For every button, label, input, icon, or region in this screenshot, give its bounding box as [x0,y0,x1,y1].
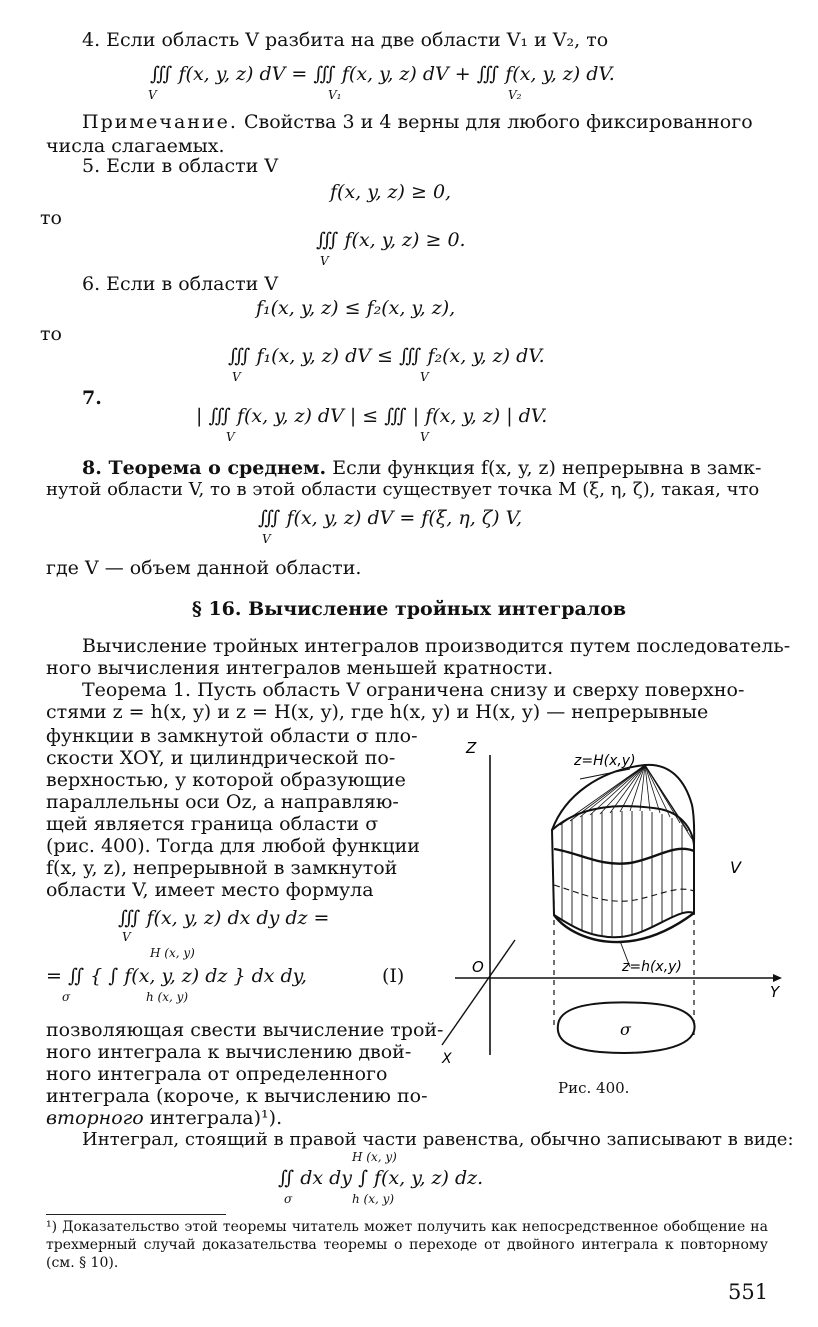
property-6-condition: f₁(x, y, z) ≤ f₂(x, y, z), [256,297,456,319]
formula-i-lower-limit: h (x, y) [146,990,189,1004]
theorem-1-line-1 [82,678,744,702]
note-label: Примечание. [82,111,238,133]
property-5-condition: f(x, y, z) ≥ 0, [330,181,452,203]
theorem-1-body-line: щей является граница области σ [46,813,379,835]
property-8-limit: V [262,532,271,546]
property-4-formula: ∭ f(x, y, z) dV = ∭ f(x, y, z) dV + ∭ f(x, y, z) dV. [150,63,615,85]
figure-label-top-surface: z=H(x,y) [574,753,636,769]
note-line-2: числа слагаемых. [46,135,225,157]
property-8-where: где V — объем данной области. [46,557,362,579]
theorem-1-lead: Теорема 1. [82,679,192,701]
property-5-formula: ∭ f(x, y, z) ≥ 0. [316,229,466,251]
formula-i-upper-limit: H (x, y) [150,946,195,960]
theorem-1-body-line: скости XOY, и цилиндрической по- [46,747,396,769]
property-5-to: то [40,207,62,229]
property-6-to: то [40,323,62,345]
footnote: ¹) Доказательство этой теоремы читатель может получить как непосредственное обобщение на трехмерный случай доказательства теоремы о переходе от двойного интеграла к повторному (см. § 10). [46,1219,768,1271]
theorem-1-body-line: f(x, y, z), непрерывной в замкнутой [46,857,398,879]
intro-line-2: ного вычисления интегралов меньшей кратности. [46,657,554,679]
figure-label-o: O [472,958,484,976]
property-6-limit-2: V [420,370,429,384]
figure-caption: Рис. 400. [558,1079,630,1097]
theorem-1-after-italic: вторного [46,1107,144,1129]
property-7-formula: | ∭ f(x, y, z) dV | ≤ ∭ | f(x, y, z) | dV. [196,405,548,427]
property-7-number: 7. [82,387,102,409]
property-4-limit-v2: V₂ [508,88,522,102]
property-7-limit-1: V [226,430,235,444]
theorem-1-after-line: интеграла (короче, к вычислению по- [46,1085,428,1107]
intro-line-1: Вычисление тройных интегралов производится путем последователь- [82,635,791,657]
property-8-formula: ∭ f(x, y, z) dV = f(ξ, η, ζ) V, [258,507,523,529]
property-8-lead: 8. Теорема о среднем. [82,457,327,479]
property-7-limit-2: V [420,430,429,444]
formula-i-sigma: σ [62,990,71,1004]
property-4-limit-v1: V₁ [328,88,342,102]
closing-line: Интеграл, стоящий в правой части равенства, обычно записывают в виде: [82,1129,794,1150]
formula-i-top-limit: V [122,930,131,944]
formula-i-top: ∭ f(x, y, z) dx dy dz = [118,907,330,929]
closing-upper-limit: H (x, y) [352,1150,397,1164]
property-4-limit-v: V [148,88,157,102]
theorem-1-after-line: позволяющая свести вычисление трой- [46,1019,444,1041]
property-6-limit-1: V [232,370,241,384]
figure-label-x: X [442,1051,452,1067]
footnote-rule [46,1214,226,1215]
theorem-1-after-line: ного интеграла к вычислению двой- [46,1041,412,1063]
formula-i-number: (I) [382,965,405,987]
theorem-1-after-line: ного интеграла от определенного [46,1063,388,1085]
property-8-line-2: нутой области V, то в этой области существует точка M (ξ, η, ζ), такая, что [46,479,760,500]
property-4-line: 4. Если область V разбита на две области V₁ и V₂, то [82,29,609,51]
figure-400 [430,735,800,1075]
property-5-limit: V [320,254,329,268]
property-8-text-1: Если функция f(x, y, z) непрерывна в замк- [332,457,762,479]
theorem-1-after-rest: интеграла)¹). [143,1107,283,1129]
section-title: § 16. Вычисление тройных интегралов [191,598,627,620]
figure-label-bottom-surface: z=h(x,y) [622,959,682,975]
theorem-1-text-1: Пусть область V ограничена снизу и сверху поверхно- [197,679,745,701]
property-6-formula: ∭ f₁(x, y, z) dV ≤ ∭ f₂(x, y, z) dV. [228,345,545,367]
theorem-1-line-2: стями z = h(x, y) и z = H(x, y), где h(x, y) и H(x, y) — непрерывные [46,701,709,723]
page-number: 551 [728,1280,769,1304]
theorem-1-body-line: (рис. 400). Тогда для любой функции [46,835,420,857]
note-text-1: Свойства 3 и 4 верны для любого фиксированного [243,111,753,133]
figure-label-z: Z [466,739,477,757]
theorem-1-body-line: области V, имеет место формула [46,879,374,901]
closing-formula: ∬ dx dy ∫ f(x, y, z) dz. [278,1167,484,1189]
property-6-line: 6. Если в области V [82,273,279,295]
closing-lower-limit: h (x, y) [352,1192,395,1206]
property-5-line: 5. Если в области V [82,155,279,177]
theorem-1-body-line: верхностью, у которой образующие [46,769,406,791]
figure-label-sigma: σ [620,1020,631,1039]
figure-label-y: Y [770,983,780,1001]
theorem-1-body-line: функции в замкнутой области σ пло- [46,725,418,747]
formula-i-main: = ∬ { ∫ f(x, y, z) dz } dx dy, [46,965,307,987]
property-8-line-1 [82,456,761,480]
theorem-1-body-line: параллельны оси Oz, а направляю- [46,791,399,813]
closing-sigma: σ [284,1192,293,1206]
note-line-1 [82,110,753,134]
figure-label-v: V [730,858,741,877]
theorem-1-after-last [46,1106,282,1130]
